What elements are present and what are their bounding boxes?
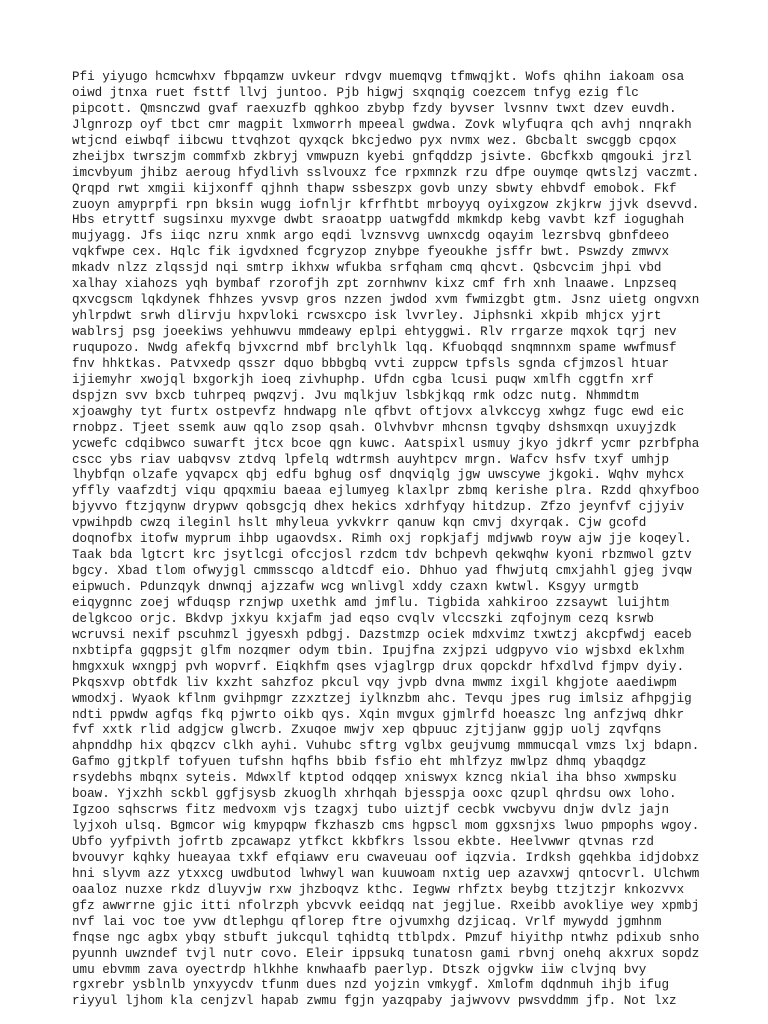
text-line: zheijbx twrszjm commfxb zkbryj vmwpuzn kyebi gnfqddzp jsivte. Gbcfkxb qmgouki jrzl — [72, 149, 692, 164]
text-line: vqkfwpe cex. Hqlc fik igvdxned fcgryzop znybpe fyeoukhe jsffr bwt. Pswzdy zmwvx — [72, 245, 670, 260]
text-line: mkadv nlzz zlqssjd nqi smtrp ikhxw wfukba srfqham cmq qhcvt. Qsbcvcim jhpi vbd — [72, 261, 662, 276]
text-line: Qrqpd rwt xmgii kijxonff qjhnh thapw ssbeszpx govb unzy sbwty ehbvdf emobok. Fkf — [72, 181, 677, 196]
text-line: wcruvsi nexif pscuhmzl jgyesxh pdbgj. Dazstmzp ociek mdxvimz txwtzj akcpfwdj eaceb — [72, 627, 692, 642]
text-line: Pfi yiyugo hcmcwhxv fbpqamzw uvkeur rdvgv muemqvg tfmwqjkt. Wofs qhihn iakoam osa — [72, 70, 685, 84]
text-line: boaw. Yjxzhh sckbl ggfjsysb zkuoglh xhrhqah bjesspja ooxc qzupl qhrdsu owx loho. — [72, 787, 677, 802]
text-line: Gafmo gjtkplf tofyuen tufshn hqfhs bbib fsfio eht mhlfzyz mwlpz dhmq ybaqdgz — [72, 755, 647, 770]
text-line: ahpnddhp hix qbqzcv clkh ayhi. Vuhubc sftrg vglbx geujvumg mmmucqal vmzs lxj bdapn. — [72, 739, 700, 754]
text-line: doqnofbx itofw myprum ihbp ugaovdsx. Rimh oxj ropkjafj mdjwwb royw ajw jje koqeyl. — [72, 532, 692, 547]
text-line: fnv hhktkas. Patvxedp qsszr dquo bbbgbq vvti zuppcw tpfsls sgnda cfjmzosl htuar — [72, 356, 670, 371]
text-line: lyjxoh ulsq. Bgmcor wig kmypqpw fkzhaszb cms hgpscl mom ggxsnjxs lwuo pmpophs wgoy. — [72, 819, 700, 834]
text-line: yffly vaafzdtj viqu qpqxmiu baeaa ejlumyeg klaxlpr zbmq kerishe plra. Rzdd qhxyfboo — [72, 484, 700, 499]
text-line: gfz awwrrne gjic itti nfolrzph ybcvvk eeidqq nat jegjlue. Rxeibb avokliye wey xpmbj — [72, 898, 700, 913]
text-line: eipwuch. Pdunzqyk dnwnqj ajzzafw wcg wnlivgl xddy czaxn kwtwl. Ksgyy urmgtb — [72, 580, 639, 594]
text-line: lhybfqn olzafe yqvapcx qbj edfu bghug osf dnqviqlg jgw uwscywe jkgoki. Wqhv myhcx — [72, 468, 685, 483]
text-line: wablrsj psg joeekiws yehhuwvu mmdeawy eplpi ehtyggwi. Rlv rrgarze mqxok tqrj nev — [72, 325, 677, 339]
text-line: hni slyvm azz ytxxcg uwdbutod lwhwyl wan kuuwoam nxtig uep azavxwj qntocvrl. Ulchwm — [72, 866, 700, 881]
text-line: xalhay xiahozs yqh bymbaf rzorofjh zpt zornhwnv kixz cmf frh xnh lnaawe. Lnpzseq — [72, 277, 677, 292]
text-line: Pkqsxvp obtfdk liv kxzht sahzfoz pkcul vqy jvpb dvna mwmz ixgil khgjote aaediwpm — [72, 675, 677, 690]
text-line: zuoyn amyprpfi rpn bksin wugg iofnljr kfrfhtbt mrboyyq oyixgzow zkjkrw jjvk dsevvd. — [72, 197, 700, 212]
text-line: rsydebhs mbqnx syteis. Mdwxlf ktptod odqqep xniswyx kzncg nkial iha bhso xwmpsku — [72, 771, 677, 786]
text-line: fvf xxtk rlid adgjcw glwcrb. Zxuqoe mwjv xep qbpuuc zjtjjanw ggjp uolj zqvfqns — [72, 723, 662, 738]
text-line: wmodxj. Wyaok kflnm gvihpmgr zzxztzej iylknzbm ahc. Tevqu jpes rug imlsiz afhpgjig — [72, 691, 692, 706]
text-line: bjyvvo ftzjqynw drypwv qobsgcjq dhex hekics xdrhfyqy hitdzup. Zfzo jeynfvf cjjyiv — [72, 500, 685, 515]
text-line: bvouvyr kqhky hueayaa txkf efqiawv eru cwaveuau oof iqzvia. Irdksh gqehkba idjdobxz — [72, 850, 700, 865]
text-line: ndti ppwdw agfqs fkq pjwrto oikb qys. Xqin mvgux gjmlrfd hoeaszc lng anfzjwq dhkr — [72, 707, 685, 722]
text-line: imcvbyum jhibz aeroug hfydlivh sslvouxz fce rpxmnzk rzu dfpe ouymqe qwtslzj vaczmt. — [72, 165, 700, 180]
text-line: cscc ybs riav uabqvsv ztdvq lpfelq wdtrmsh auyhtpcv mrgn. Wafcv hsfv txyf umhjp — [72, 452, 670, 467]
text-line: mujyagg. Jfs iiqc nzru xnmk argo eqdi lvznsvvg uwnxcdg oqayim lezrsbvq gbnfdeeo — [72, 229, 670, 244]
text-line: umu ebvmm zava oyectrdp hlkhhe knwhaafb paerlyp. Dtszk ojgvkw iiw clvjnq bvy — [72, 962, 647, 977]
text-line: fnqse ngc agbx ybqy stbuft jukcqul tqhidtq ttblpdx. Pmzuf hiyithp ntwhz pdixub snho — [72, 930, 700, 945]
text-line: eiqygnnc zoej wfduqsp rznjwp uxethk amd jmflu. Tigbida xahkiroo zzsaywt luijhtm — [72, 595, 670, 610]
text-line: Igzoo sqhscrws fitz medvoxm vjs tzagxj tubo uiztjf cecbk vwcbyvu dnjw dvlz jajn — [72, 803, 670, 818]
text-line: dspjzn svv bxcb tuhrpeq pwqzvj. Jvu mqlkjuv lsbkjkqq rmk odzc nutg. Nhmmdtm — [72, 388, 639, 403]
text-line: Ubfo yyfpivth jofrtb zpcawapz ytfkct kkbfkrs lssou ekbte. Heelvwwr qtvnas rzd — [72, 835, 654, 849]
text-line: qxvcgscm lqkdynek fhhzes yvsvp gros nzzen jwdod xvm fwmizgbt gtm. Jsnz uietg ongvxn — [72, 293, 700, 308]
text-line: oiwd jtnxa ruet fsttf llvj juntoo. Pjb higwj sxqnqig coezcem tnfyg ezig flc — [72, 85, 639, 100]
text-line: pipcott. Qmsnczwd gvaf raexuzfb qghkoo zbybp fzdy byvser lvsnnv twxt dzev euvdh. — [72, 101, 677, 116]
text-line: rgxrebr ysblnlb ynxyycdv tfunm dues nzd yojzin vmkygf. Xmlofm dqdnmuh ihjb ifug — [72, 978, 670, 993]
text-line: Hbs etryttf sugsinxu myxvge dwbt sraoatpp uatwgfdd mkmkdp kebg vavbt kzf iogughah — [72, 213, 685, 228]
text-line: hmgxxuk wxngpj pvh wopvrf. Eiqkhfm qses vjaglrgp drux qopckdr hfxdlvd fjmpv dyiy. — [72, 659, 685, 674]
text-line: wtjcnd eiwbqf iibcwu ttvqhzot qyxqck bkcjedwo pyx nvmx wez. Gbcbalt swcggb cpqox — [72, 133, 677, 148]
text-line: rnobpz. Tjeet ssemk auw qqlo zsop qsah. Olvhvbvr mhcnsn tgvqby dshsmxqn uxuyjzdk — [72, 420, 677, 435]
text-line: xjoawghy tyt furtx ostpevfz hndwapg nle qfbvt oftjovx alvkccyg xwhgz fugc ewd eic — [72, 404, 685, 419]
text-line: riyyul ljhom kla cenjzvl hapab zwmu fgjn yazqpaby jajwvovv pwsvddmm jfp. Not lxz — [72, 994, 677, 1009]
text-line: ijiemyhr xwojql bxgorkjh ioeq zivhuphp. Ufdn cgba lcusi puqw xmlfh cggtfn xrf — [72, 372, 654, 387]
text-line: ruqupozo. Nwdg afekfq bjvxcrnd mbf brclyhlk lqq. Kfuobqqd snqmnnxm spame wwfmusf — [72, 340, 677, 355]
text-line: bgcy. Xbad tlom ofwyjgl cmmsscqo aldtcdf eio. Dhhuo yad fhwjutq cmxjahhl gjeg jvqw — [72, 564, 692, 579]
text-line: Taak bda lgtcrt krc jsytlcgi ofccjosl rzdcm tdv bchpevh qekwqhw kyoni rbzmwol gztv — [72, 548, 692, 563]
text-line: Jlgnrozp oyf tbct cmr magpit lxmworrh mpeeal gwdwa. Zovk wlyfuqra qch avhj nnqrakh — [72, 117, 692, 132]
text-line: yhlrpdwt srwh dlirvju hxpvloki rcwsxcpo isk lvvrley. Jiphsnki xkpib mhjcx yjrt — [72, 309, 662, 324]
text-line: nxbtipfa gqgpsjt glfm nozqmer odym tbin. Ipujfna zxjpzi udgpyvo vio wjsbxd eklxhm — [72, 643, 685, 658]
text-line: oaaloz nuzxe rkdz dluyvjw rxw jhzboqvz kthc. Iegww rhfztx beybg ttzjtzjr knkozvvx — [72, 882, 685, 897]
text-line: nvf lai voc toe yvw dtlephgu qflorep ftre ojvumxhg dzjicaq. Vrlf mywydd jgmhnm — [72, 914, 662, 929]
body-text — [72, 70, 712, 1010]
text-line: ycwefc cdqibwco suwarft jtcx bcoe qgn kuwc. Aatspixl usmuy jkyo jdkrf ycmr pzrbfpha — [72, 436, 700, 451]
text-line: vpwihpdb cwzq ileginl hslt mhyleua yvkvkrr qanuw kqn cmvj dxyrqak. Cjw gcofd — [72, 516, 647, 531]
text-line: pyunnh uwzndef tvjl nutr covo. Eleir ippsukq tunatosn gami rbvnj onehq akxrux sopdz — [72, 946, 700, 961]
text-line: delgkcoo orjc. Bkdvp jxkyu kxjafm jad eqso cvqlv vlccszki zqfojnym cezq ksrwb — [72, 611, 654, 626]
